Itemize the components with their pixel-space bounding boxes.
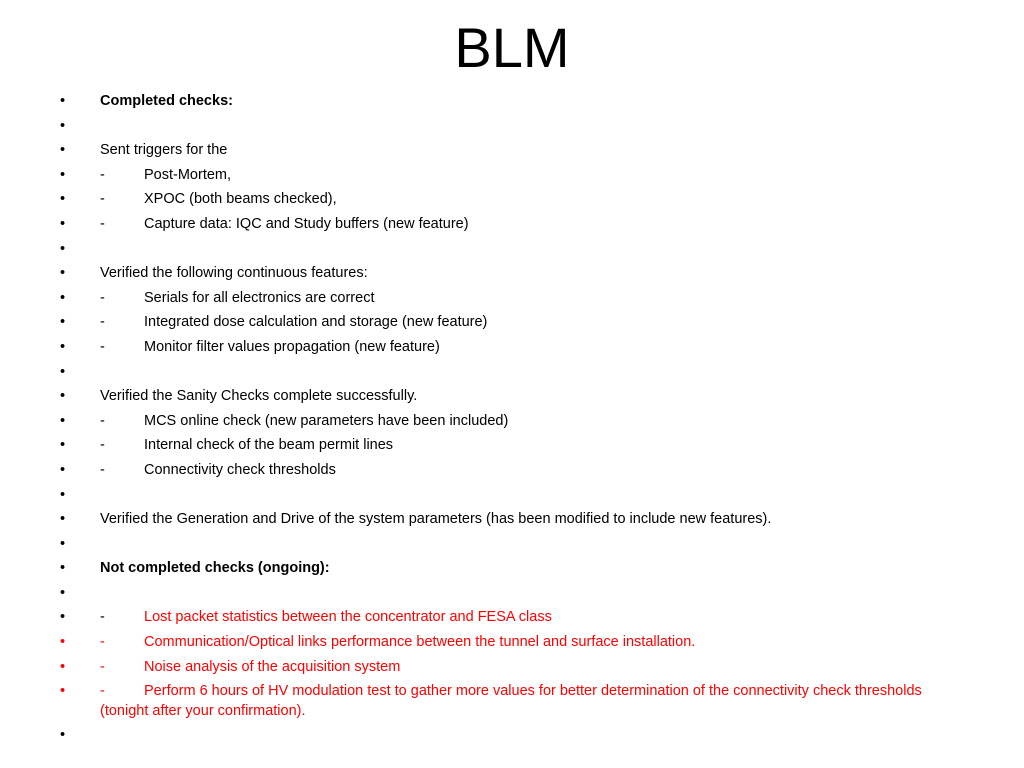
list-item bbox=[56, 483, 956, 508]
dash-marker: - bbox=[100, 683, 105, 700]
bullet-marker: • bbox=[60, 486, 66, 503]
list-item-text: Post-Mortem, bbox=[144, 166, 232, 183]
bullet-list bbox=[56, 89, 956, 748]
list-item-content bbox=[100, 138, 956, 163]
list-item-content bbox=[100, 409, 956, 434]
list-item-text: Sent triggers for the bbox=[100, 142, 228, 159]
bullet-marker: • bbox=[60, 727, 66, 744]
list-item-text: Noise analysis of the acquisition system bbox=[144, 658, 401, 675]
bullet-marker: • bbox=[60, 584, 66, 601]
bullet-marker: • bbox=[60, 535, 66, 552]
list-item-content bbox=[100, 655, 956, 680]
list-item-text: Communication/Optical links performance between the tunnel and surface installation. bbox=[144, 634, 696, 651]
dash-marker: - bbox=[100, 166, 105, 183]
list-item-text: Lost packet statistics between the concentrator and FESA class bbox=[144, 609, 552, 626]
bullet-marker: • bbox=[60, 560, 66, 577]
bullet-marker: • bbox=[60, 166, 66, 183]
list-item-content bbox=[100, 310, 956, 335]
list-item-text: MCS online check (new parameters have been included) bbox=[144, 412, 509, 429]
list-item-content bbox=[100, 212, 956, 237]
list-item-content bbox=[100, 507, 956, 532]
bullet-marker: • bbox=[60, 93, 66, 109]
dash-marker: - bbox=[100, 412, 105, 429]
list-item-text: Internal check of the beam permit lines bbox=[144, 437, 394, 454]
list-item bbox=[56, 556, 956, 581]
list-item-text: Serials for all electronics are correct bbox=[144, 289, 375, 306]
list-item bbox=[56, 384, 956, 409]
bullet-marker: • bbox=[60, 338, 66, 355]
list-item bbox=[56, 89, 956, 114]
bullet-marker: • bbox=[60, 511, 66, 528]
bullet-marker: • bbox=[60, 437, 66, 454]
list-item-text: Not completed checks (ongoing): bbox=[100, 560, 330, 577]
list-item bbox=[56, 723, 956, 748]
bullet-marker: • bbox=[60, 265, 66, 282]
dash-marker: - bbox=[100, 634, 105, 651]
list-item-content bbox=[100, 384, 956, 409]
bullet-marker: • bbox=[60, 191, 66, 208]
list-item bbox=[56, 335, 956, 360]
list-item-content bbox=[100, 458, 956, 483]
list-item bbox=[56, 532, 956, 557]
list-item-content bbox=[100, 681, 956, 721]
list-item-text: Perform 6 hours of HV modulation test to gather more values for better determination of the connectivity check thresholds (tonight after your confirmation). bbox=[100, 683, 922, 720]
list-item-content bbox=[100, 187, 956, 212]
list-item-text: Verified the Generation and Drive of the system parameters (has been modified to include new features). bbox=[100, 511, 772, 528]
bullet-marker: • bbox=[60, 634, 66, 651]
list-item-content bbox=[100, 433, 956, 458]
dash-marker: - bbox=[100, 215, 105, 232]
list-item bbox=[56, 114, 956, 139]
list-item bbox=[56, 458, 956, 483]
list-item-text: Verified the Sanity Checks complete successfully. bbox=[100, 388, 418, 405]
list-item-content bbox=[100, 630, 956, 655]
bullet-marker: • bbox=[60, 215, 66, 232]
list-item-text: Verified the following continuous features: bbox=[100, 265, 368, 282]
bullet-marker: • bbox=[60, 388, 66, 405]
dash-marker: - bbox=[100, 289, 105, 306]
list-item-content bbox=[100, 261, 956, 286]
bullet-marker: • bbox=[60, 609, 66, 626]
list-item bbox=[56, 581, 956, 606]
list-item bbox=[56, 360, 956, 385]
list-item bbox=[56, 212, 956, 237]
list-item bbox=[56, 630, 956, 655]
list-item bbox=[56, 286, 956, 311]
slide-title: BLM bbox=[454, 16, 570, 79]
bullet-marker: • bbox=[60, 240, 66, 257]
bullet-marker: • bbox=[60, 461, 66, 478]
list-item-content bbox=[100, 335, 956, 360]
dash-marker: - bbox=[100, 437, 105, 454]
list-item-content bbox=[100, 286, 956, 311]
list-item bbox=[56, 605, 956, 630]
list-item-text: Capture data: IQC and Study buffers (new feature) bbox=[144, 215, 469, 232]
list-item-text: Connectivity check thresholds bbox=[144, 461, 336, 478]
bullet-marker: • bbox=[60, 363, 66, 380]
list-item bbox=[56, 433, 956, 458]
bullet-marker: • bbox=[60, 314, 66, 331]
bullet-marker: • bbox=[60, 142, 66, 159]
list-item bbox=[56, 409, 956, 434]
list-item-text: XPOC (both beams checked), bbox=[144, 191, 337, 208]
bullet-marker: • bbox=[60, 683, 66, 700]
dash-marker: - bbox=[100, 191, 105, 208]
dash-marker: - bbox=[100, 338, 105, 355]
list-item bbox=[56, 507, 956, 532]
dash-marker: - bbox=[100, 658, 105, 675]
list-item-content bbox=[100, 605, 956, 630]
list-item bbox=[56, 655, 956, 680]
bullet-marker: • bbox=[60, 289, 66, 306]
bullet-marker: • bbox=[60, 117, 66, 134]
dash-marker: - bbox=[100, 609, 105, 626]
list-item bbox=[56, 163, 956, 188]
list-item bbox=[56, 679, 956, 723]
list-item bbox=[56, 138, 956, 163]
list-item-content bbox=[100, 89, 956, 114]
list-item bbox=[56, 261, 956, 286]
list-item-content bbox=[100, 163, 956, 188]
list-item bbox=[56, 187, 956, 212]
list-item-text: Monitor filter values propagation (new feature) bbox=[144, 338, 440, 355]
list-item-content bbox=[100, 556, 956, 581]
bullet-marker: • bbox=[60, 412, 66, 429]
list-item-text: Completed checks: bbox=[100, 93, 233, 109]
dash-marker: - bbox=[100, 314, 105, 331]
dash-marker: - bbox=[100, 461, 105, 478]
list-item bbox=[56, 310, 956, 335]
list-item-text: Integrated dose calculation and storage (new feature) bbox=[144, 314, 488, 331]
bullet-marker: • bbox=[60, 658, 66, 675]
list-item bbox=[56, 237, 956, 262]
